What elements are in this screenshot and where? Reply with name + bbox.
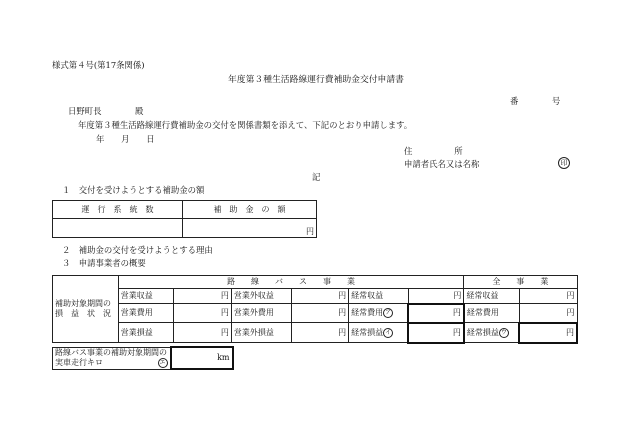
section2-heading: ２ 補助金の交付を受けようとする理由 — [62, 245, 213, 255]
route-count-header: 運 行 系 統 数 — [53, 201, 183, 219]
mark-i-icon: イ — [385, 328, 392, 336]
form-number: 様式第４号(第17条関係) — [52, 60, 145, 70]
value-cell: 円 — [174, 304, 232, 323]
item-operating-expense: 営業費用 — [118, 304, 174, 323]
section1-heading: １ 交付を受けようとする補助金の額 — [62, 185, 205, 195]
item-non-operating-profit: 営業外損益 — [231, 323, 291, 343]
value-cell: 円 — [174, 323, 232, 343]
route-count-cell — [53, 219, 183, 238]
item-ordinary-revenue: 経常収益 — [349, 289, 409, 304]
item-non-operating-expense: 営業外費用 — [231, 304, 291, 323]
value-cell: 円 — [519, 289, 577, 304]
item-all-ordinary-revenue: 経常収益 — [464, 289, 520, 304]
value-cell: 円 — [174, 289, 232, 304]
value-cell-u: 円 — [519, 323, 577, 343]
honorific: 殿 — [135, 106, 144, 116]
value-cell: 円 — [519, 304, 577, 323]
item-ordinary-expense: 経常費用 ア — [349, 304, 409, 323]
mileage-label: 路線バス事業の補助対象期間の 実車走行キロ エ — [53, 347, 171, 369]
address-label: 住 所 — [404, 146, 463, 156]
date-label: 年 月 日 — [96, 134, 155, 144]
value-cell: 円 — [291, 304, 349, 323]
item-operating-revenue: 営業収益 — [118, 289, 174, 304]
business-overview-table — [52, 275, 578, 344]
subsidy-amount-cell: 円 — [183, 219, 317, 238]
section3-heading: ３ 申請事業者の概要 — [62, 258, 146, 268]
ki-label: 記 — [312, 172, 321, 182]
applicant-label: 申請者氏名又は名称 — [404, 159, 480, 169]
mark-u-icon: ウ — [500, 328, 507, 336]
mileage-value: km — [171, 347, 233, 369]
value-cell: 円 — [291, 289, 349, 304]
value-cell-i: 円 — [408, 323, 464, 343]
subsidy-amount-header: 補 助 金 の 額 — [183, 201, 317, 219]
subsidy-amount-table — [52, 200, 317, 238]
body-text: 年度第３種生活路線運行費補助金の交付を関係書類を添えて、下記のとおり申請します。 — [78, 120, 413, 130]
value-cell: 円 — [291, 323, 349, 343]
number-label: 番 号 — [510, 96, 561, 106]
mark-a-icon: ア — [385, 309, 392, 316]
item-all-ordinary-expense: 経常費用 — [464, 304, 520, 323]
item-all-ordinary-profit: 経常損益 ウ — [464, 323, 520, 343]
mileage-table — [52, 346, 234, 370]
all-business-header: 全 事 業 — [464, 276, 577, 289]
item-non-operating-revenue: 営業外収益 — [231, 289, 291, 304]
item-operating-profit: 営業損益 — [118, 323, 174, 343]
item-ordinary-profit: 経常損益 イ — [349, 323, 409, 343]
mark-e-icon: エ — [159, 359, 166, 366]
seal-mark: 印 — [558, 157, 570, 169]
document-title: 年度第３種生活路線運行費補助金交付申請書 — [228, 75, 404, 85]
addressee: 日野町長 — [68, 106, 102, 116]
value-cell: 円 — [408, 289, 464, 304]
value-cell-a: 円 — [408, 304, 464, 323]
profit-status-label: 補助対象期間の 損 益 状 況 — [53, 276, 119, 343]
route-bus-business-header: 路 線 バ ス 事 業 — [118, 276, 464, 289]
